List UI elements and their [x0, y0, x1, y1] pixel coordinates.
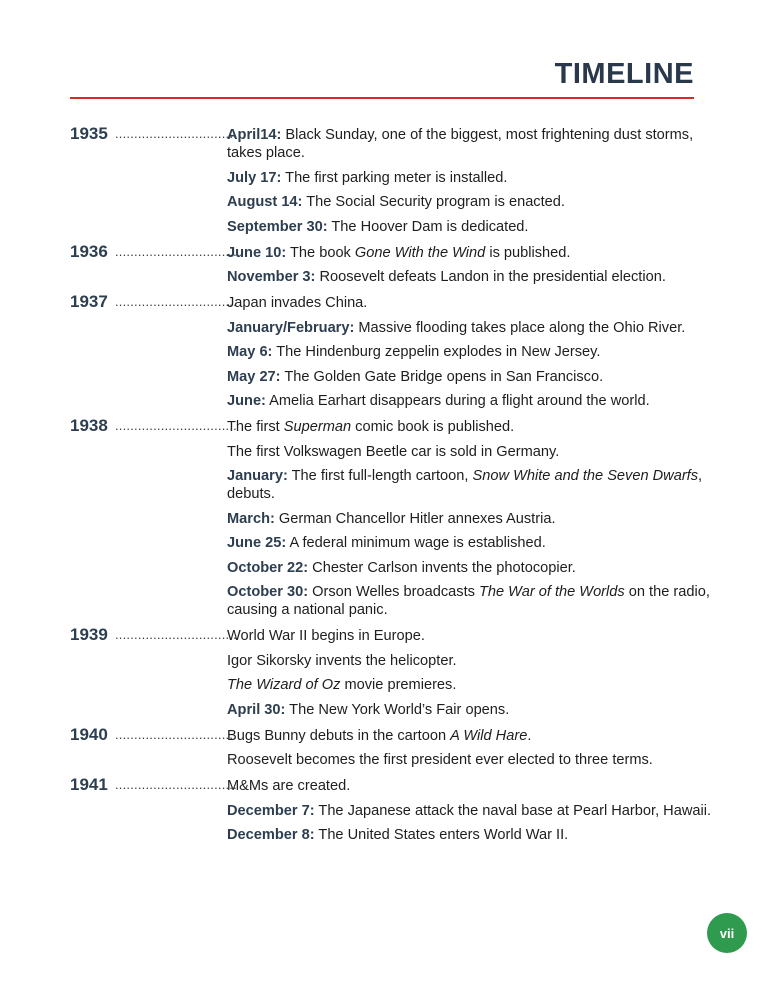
event-date: May 27: [227, 368, 281, 385]
year-block-1937 [70, 294, 720, 410]
event-list [227, 244, 720, 287]
event-date: August 14: [227, 194, 303, 210]
event-title-italic: Gone With the Wind [354, 244, 486, 261]
year-label: 1938 [70, 416, 108, 435]
event-text: The first [227, 419, 284, 435]
event-date: January/February: [227, 319, 355, 336]
dot-leader: ................................ [115, 627, 237, 642]
timeline-event [227, 627, 720, 645]
page-number-badge: vii [707, 913, 747, 953]
event-text: movie premieres. [340, 677, 457, 693]
timeline-event [227, 319, 720, 337]
event-text: A federal minimum wage is established. [286, 535, 546, 551]
event-text: The Golden Gate Bridge opens in San Francisco. [280, 368, 604, 385]
event-text: The New York World’s Fair opens. [285, 701, 510, 718]
timeline-event [227, 193, 720, 211]
event-date: April14: [227, 127, 282, 143]
timeline-event [227, 826, 720, 844]
event-text: Roosevelt becomes the first president ever elected to three terms. [227, 752, 653, 768]
event-text: The first parking meter is installed. [281, 169, 508, 186]
event-text: . [527, 727, 532, 744]
year-block-1935 [70, 126, 720, 236]
event-list [227, 418, 720, 619]
timeline-event [227, 676, 720, 694]
event-list [227, 294, 720, 410]
timeline-event [227, 583, 720, 619]
event-title-italic: A Wild Hare [450, 727, 528, 744]
event-date: June 25: [227, 535, 287, 551]
timeline-event [227, 534, 720, 552]
event-list [227, 777, 720, 844]
timeline-event [227, 510, 720, 528]
event-text: Roosevelt defeats Landon in the presidential election. [315, 269, 666, 285]
event-text: The first full-length cartoon, [287, 468, 473, 484]
timeline-event [227, 751, 720, 769]
year-block-1936 [70, 241, 720, 287]
event-title-italic: Snow White and the Seven Dwarfs [472, 468, 699, 484]
event-title-italic: The War of the Worlds [478, 584, 625, 600]
year-label: 1935 [70, 124, 108, 143]
year-label: 1939 [70, 625, 108, 644]
event-title-italic: The Wizard of Oz [227, 677, 341, 693]
timeline-event [227, 777, 720, 795]
event-date: June 10: [227, 244, 287, 261]
event-date: October 30: [227, 584, 309, 600]
event-text: Amelia Earhart disappears during a flight around the world. [265, 393, 650, 409]
event-text: The first Volkswagen Beetle car is sold in Germany. [227, 443, 560, 460]
event-text: The Hoover Dam is dedicated. [327, 218, 529, 235]
year-label: 1937 [70, 292, 108, 311]
event-list [227, 727, 720, 770]
event-text: Japan invades China. [227, 295, 368, 311]
event-text: on the radio, causing a national panic. [227, 584, 710, 618]
timeline-event [227, 727, 720, 745]
year-block-1939 [70, 627, 720, 719]
dot-leader: ................................ [115, 777, 237, 792]
timeline-event [227, 368, 720, 386]
page-title: TIMELINE [554, 58, 694, 90]
year-block-1938 [70, 418, 720, 619]
event-text: German Chancellor Hitler annexes Austria. [274, 510, 556, 527]
timeline-event [227, 169, 720, 187]
event-text: , debuts. [227, 468, 703, 502]
event-date: December 7: [227, 802, 315, 819]
event-date: June: [227, 393, 266, 409]
timeline-event [227, 443, 720, 461]
event-text: The book [286, 244, 355, 261]
timeline-event [227, 802, 720, 820]
event-text: M&Ms are created. [227, 778, 351, 794]
timeline-event [227, 343, 720, 361]
dot-leader: ................................ [115, 726, 237, 742]
event-date: May 6: [227, 344, 273, 360]
timeline-event [227, 652, 720, 670]
event-date: July 17: [227, 169, 282, 186]
event-text: The Japanese attack the naval base at Pearl Harbor, Hawaii. [314, 802, 712, 819]
event-text: World War II begins in Europe. [227, 628, 425, 644]
event-list [227, 627, 720, 719]
dot-leader: ................................ [115, 243, 237, 259]
year-block-1941 [70, 777, 720, 844]
event-text: Bugs Bunny debuts in the cartoon [227, 727, 451, 744]
event-date: December 8: [227, 827, 315, 843]
event-date: January: [227, 468, 288, 484]
timeline-event [227, 392, 720, 410]
event-text: Igor Sikorsky invents the helicopter. [227, 652, 457, 669]
year-label: 1941 [70, 775, 108, 794]
event-text: Orson Welles broadcasts [308, 584, 479, 600]
event-date: October 22: [227, 559, 309, 576]
year-block-1940 [70, 724, 720, 770]
event-date: September 30: [227, 218, 328, 235]
event-text: Chester Carlson invents the photocopier. [308, 559, 576, 576]
timeline-event [227, 559, 720, 577]
dot-leader: ................................ [115, 294, 237, 309]
event-text: The Social Security program is enacted. [302, 194, 565, 210]
event-date: November 3: [227, 269, 316, 285]
event-text: Black Sunday, one of the biggest, most frightening dust storms, takes place. [227, 127, 694, 161]
year-label: 1940 [70, 724, 108, 744]
event-text: comic book is published. [351, 419, 515, 435]
event-text: The Hindenburg zeppelin explodes in New Jersey. [272, 344, 601, 360]
year-label: 1936 [70, 241, 108, 261]
event-text: The United States enters World War II. [314, 827, 569, 843]
timeline-event [227, 294, 720, 312]
timeline-event [227, 467, 720, 503]
timeline-event [227, 268, 720, 286]
event-date: March: [227, 510, 275, 527]
title-divider [70, 97, 694, 99]
event-date: April 30: [227, 701, 286, 718]
timeline-event [227, 701, 720, 719]
timeline-event [227, 126, 720, 162]
event-title-italic: Superman [283, 419, 352, 435]
timeline-event [227, 418, 720, 436]
event-text: Massive flooding takes place along the Ohio River. [354, 319, 686, 336]
timeline [70, 126, 720, 852]
event-list [227, 126, 720, 236]
timeline-event [227, 218, 720, 236]
dot-leader: ................................ [115, 418, 237, 433]
dot-leader: ................................ [115, 126, 237, 141]
event-text: is published. [485, 244, 571, 261]
timeline-event [227, 244, 720, 262]
